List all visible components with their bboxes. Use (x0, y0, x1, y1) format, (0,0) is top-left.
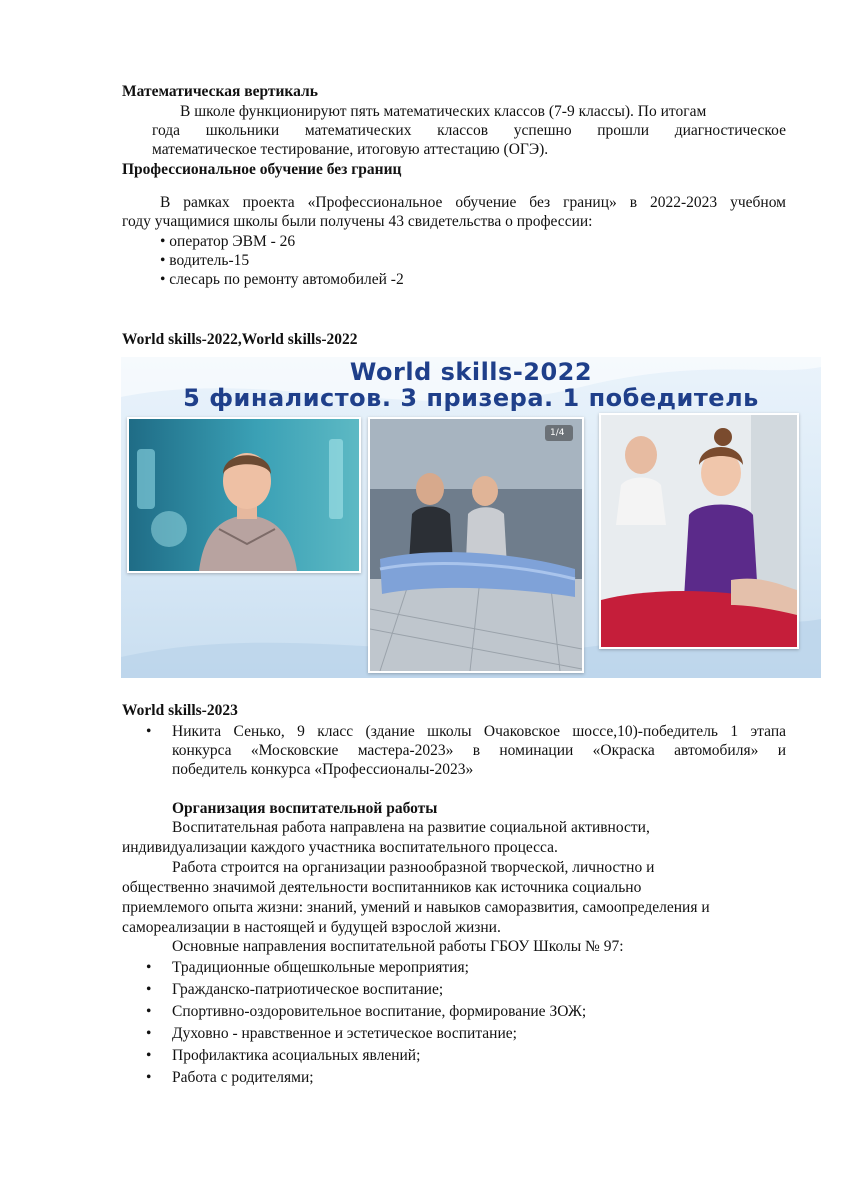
edu-list-item (122, 980, 786, 999)
edu-text-line: приемлемого опыта жизни: знаний, умений и навыков саморазвития, самоопределения и (122, 899, 710, 916)
banner-title: World skills-2022 (349, 358, 593, 386)
prof-heading: Профессиональное обучение без границ (122, 161, 402, 178)
edu-text-line: самореализации в настоящей и будущей взрослой жизни. (122, 919, 501, 936)
prof-list-item: • слесарь по ремонту автомобилей -2 (160, 271, 404, 288)
prof-list-item: • оператор ЭВМ - 26 (160, 233, 296, 250)
edu-list-item-text: Профилактика асоциальных явлений; (172, 1047, 421, 1064)
bullet-glyph: • (146, 1047, 152, 1064)
edu-text-line: Основные направления воспитательной работы ГБОУ Школы № 97: (172, 938, 624, 955)
ws2023-list-item (122, 722, 786, 741)
prof-list-item: • водитель-15 (160, 252, 250, 269)
ws2023-heading: World skills-2023 (122, 702, 238, 719)
edu-list-item-text: Духовно - нравственное и эстетическое воспитание; (172, 1025, 517, 1042)
math-text-line: года школьники математических классов успешно прошли диагностическое (152, 122, 786, 139)
math-text-line: В школе функционируют пять математических классов (7-9 классы). По итогам (180, 103, 707, 120)
ws2023-text-line: Никита Сенько, 9 класс (здание школы Очаковское шоссе,10)-победитель 1 этапа (172, 723, 786, 740)
edu-list-item-text: Работа с родителями; (172, 1069, 314, 1086)
edu-list-item (122, 1068, 786, 1087)
ws2023-text-line: победитель конкурса «Профессионалы-2023» (172, 761, 474, 778)
photo-car-workshop (368, 417, 584, 673)
edu-list-item-text: Спортивно-оздоровительное воспитание, формирование ЗОЖ; (172, 1003, 587, 1020)
bullet-glyph: • (146, 959, 152, 976)
edu-text-line: Воспитательная работа направлена на развитие социальной активности, (172, 819, 650, 836)
bullet-glyph: • (146, 981, 152, 998)
bullet-glyph: • (146, 723, 152, 740)
edu-list-item (122, 1024, 786, 1043)
prof-text-line: В рамках проекта «Профессиональное обучение без границ» в 2022-2023 учебном (160, 194, 786, 211)
bullet-glyph: • (146, 1003, 152, 1020)
edu-text-line: индивидуализации каждого участника воспитательного процесса. (122, 839, 558, 856)
edu-list-item (122, 1002, 786, 1021)
edu-list-item-text: Гражданско-патриотическое воспитание; (172, 981, 444, 998)
photo-student-portrait (127, 417, 361, 573)
bullet-glyph: • (146, 1069, 152, 1086)
edu-text-line: общественно значимой деятельности воспитанников как источника социально (122, 879, 642, 896)
edu-text-line: Работа строится на организации разнообразной творческой, личностно и (172, 859, 655, 876)
ws2023-text-line: конкурса «Московские мастера-2023» в номинации «Окраска автомобиля» и (172, 742, 786, 759)
prof-text-line: году учащимися школы были получены 43 свидетельства о профессии: (122, 213, 593, 230)
ws2022-banner (121, 357, 821, 678)
edu-list-item (122, 958, 786, 977)
edu-heading: Организация воспитательной работы (172, 800, 438, 817)
edu-list-item-text: Традиционные общешкольные мероприятия; (172, 959, 469, 976)
bullet-glyph: • (146, 1025, 152, 1042)
math-heading: Математическая вертикаль (122, 83, 318, 100)
ws2022-heading: World skills-2022,World skills-2022 (122, 331, 358, 348)
banner-subtitle: 5 финалистов. 3 призера. 1 победитель (183, 384, 759, 412)
edu-list-item (122, 1046, 786, 1065)
photo-counter: 1/4 (550, 428, 565, 438)
math-text-line: математическое тестирование, итоговую аттестацию (ОГЭ). (152, 141, 549, 158)
photo-massage-competition (599, 413, 799, 649)
